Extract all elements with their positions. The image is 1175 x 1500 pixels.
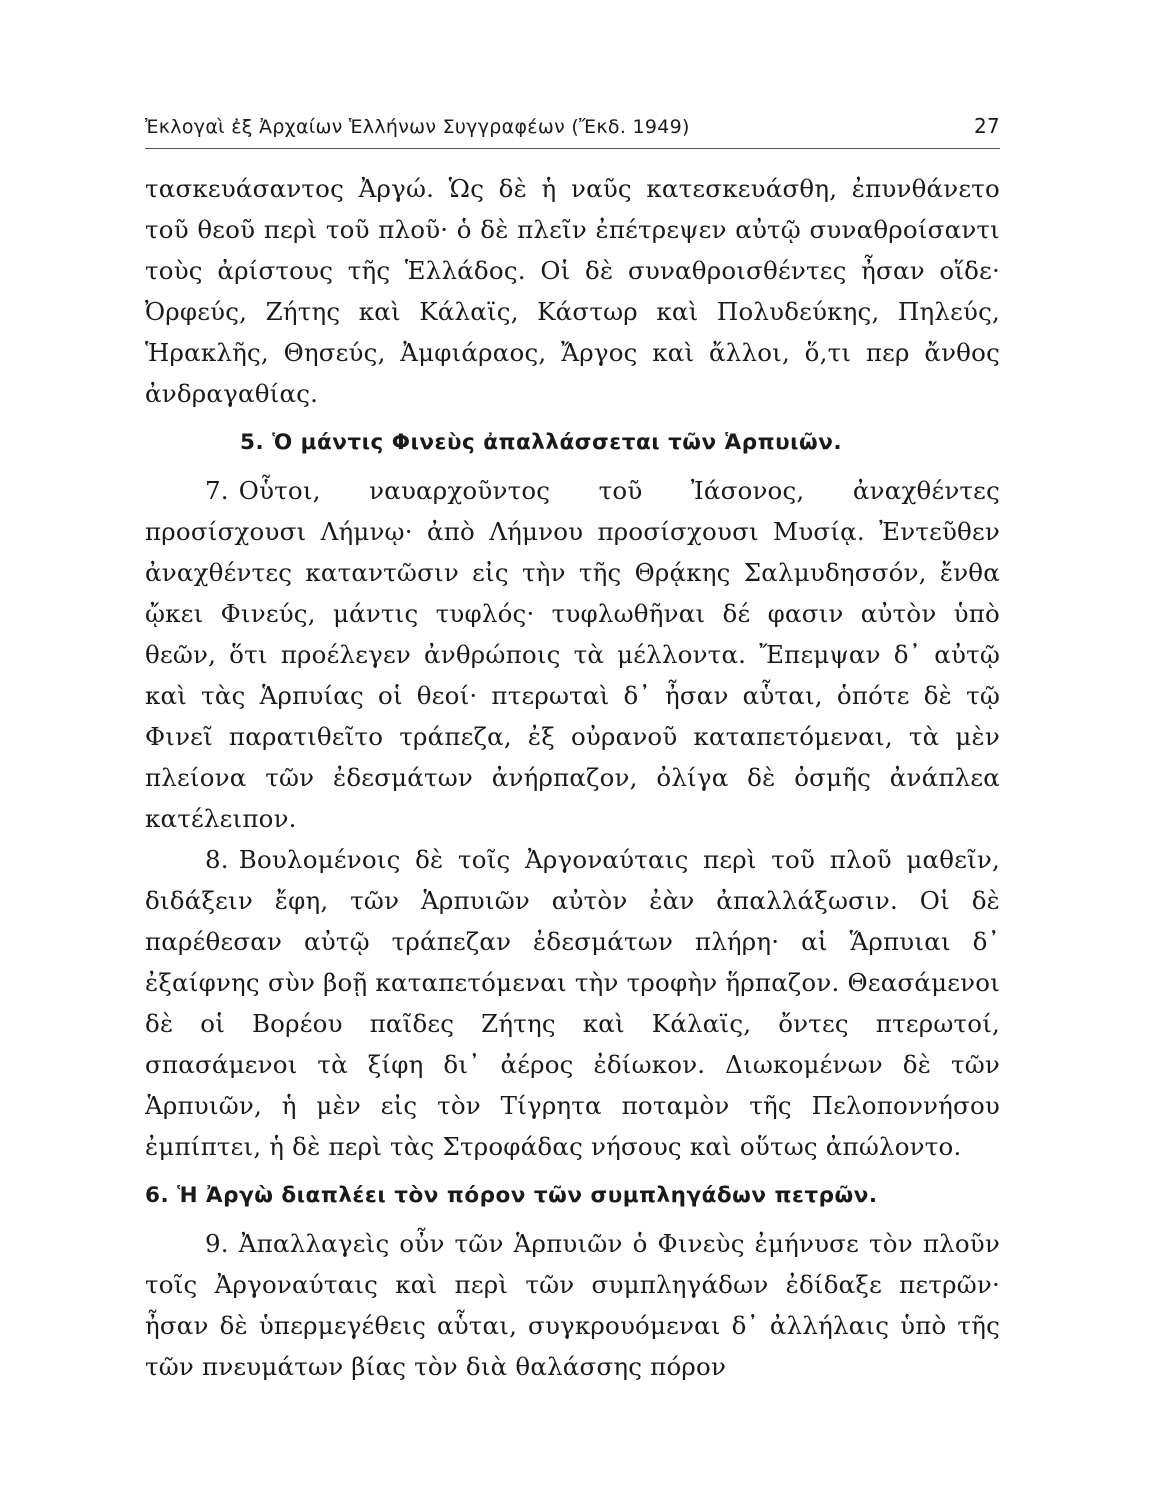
paragraph-8-text: Βουλομένοις δὲ τοῖς Ἀργοναύταις περὶ τοῦ πλοῦ μαθεῖν, διδάξειν ἔφη, τῶν Ἁρπυιῶν αὐτὸν ἐὰν ἀπαλλάξωσιν. Οἱ δὲ παρέθεσαν αὐτῷ τράπεζαν ἐδεσμάτων πλήρη· αἱ Ἅρπυιαι δ᾽ ἐξαίφνης σὺν βοῇ καταπετόμεναι τὴν τροφὴν ἥρπαζον. Θεασάμενοι δὲ οἱ Βορέου παῖδες Ζήτης καὶ Κάλαϊς, ὄντες πτερωτοί, σπασάμενοι τὰ ξίφη δι᾽ ἀέρος ἐδίωκον. Διωκομένων δὲ τῶν Ἁρπυιῶν, ἡ μὲν εἰς τὸν Τίγρητα ποταμὸν τῆς Πελοποννήσου ἐμπίπτει, ἡ δὲ περὶ τὰς Στροφάδας νήσους καὶ οὕτως ἀπώλοντο. (145, 845, 1000, 1161)
paragraph-9 (145, 1223, 1000, 1387)
paragraph-intro: τασκευάσαντος Ἀργώ. Ὡς δὲ ἡ ναῦς κατεσκευάσθη, ἐπυνθάνετο τοῦ θεοῦ περὶ τοῦ πλοῦ· ὁ δὲ πλεῖν ἐπέτρεψεν αὐτῷ συναθροίσαντι τοὺς ἀρίστους τῆς Ἑλλάδος. Οἱ δὲ συναθροισθέντες ἦσαν οἵδε· Ὀρφεύς, Ζήτης καὶ Κάλαϊς, Κάστωρ καὶ Πολυδεύκης, Πηλεύς, Ἡρακλῆς, Θησεύς, Ἀμφιάραος, Ἄργος καὶ ἄλλοι, ὅ,τι περ ἄνθος ἀνδραγαθίας. (145, 174, 1000, 408)
text-body (145, 168, 1000, 1387)
page-number: 27 (973, 114, 1000, 138)
paragraph-number-9: 9. (205, 1229, 229, 1258)
section-heading-5: 5. Ὁ μάντις Φινεὺς ἀπαλλάσσεται τῶν Ἁρπυιῶν. (240, 430, 843, 455)
book-title: Ἐκλογαὶ ἐξ Ἀρχαίων Ἑλλήνων Συγγραφέων (Ἔκδ. 1949) (145, 116, 690, 138)
paragraph-8 (145, 839, 1000, 1167)
section-heading-6: 6. Ἡ Ἀργὼ διαπλέει τὸν πόρον τῶν συμπληγάδων πετρῶν. (145, 1183, 878, 1208)
paragraph-number-8: 8. (205, 845, 229, 874)
running-header (145, 112, 1000, 149)
paragraph-7 (145, 470, 1000, 839)
paragraph-9-text: Ἀπαλλαγεὶς οὖν τῶν Ἁρπυιῶν ὁ Φινεὺς ἐμήνυσε τὸν πλοῦν τοῖς Ἀργοναύταις καὶ περὶ τῶν συμπληγάδων ἐδίδαξε πετρῶν· ἦσαν δὲ ὑπερμεγέθεις αὗται, συγκρουόμεναι δ᾽ ἀλλήλαις ὑπὸ τῆς τῶν πνευμάτων βίας τὸν διὰ θαλάσσης πόρον (145, 1229, 1000, 1381)
paragraph-number-7: 7. (205, 476, 229, 505)
paragraph-7-text: Οὗτοι, ναυαρχοῦντος τοῦ Ἰάσονος, ἀναχθέντες προσίσχουσι Λήμνῳ· ἀπὸ Λήμνου προσίσχουσι Μυσίᾳ. Ἐντεῦθεν ἀναχθέντες καταντῶσιν εἰς τὴν τῆς Θρᾴκης Σαλμυδησσόν, ἔνθα ᾤκει Φινεύς, μάντις τυφλός· τυφλωθῆναι δέ φασιν αὐτὸν ὑπὸ θεῶν, ὅτι προέλεγεν ἀνθρώποις τὰ μέλλοντα. Ἔπεμψαν δ᾽ αὐτῷ καὶ τὰς Ἁρπυίας οἱ θεοί· πτερωταὶ δ᾽ ἦσαν αὗται, ὁπότε δὲ τῷ Φινεῖ παρατιθεῖτο τράπεζα, ἐξ οὐρανοῦ καταπετόμεναι, τὰ μὲν πλείονα τῶν ἐδεσμάτων ἀνήρπαζον, ὀλίγα δὲ ὀσμῆς ἀνάπλεα κατέλειπον. (145, 476, 1000, 833)
